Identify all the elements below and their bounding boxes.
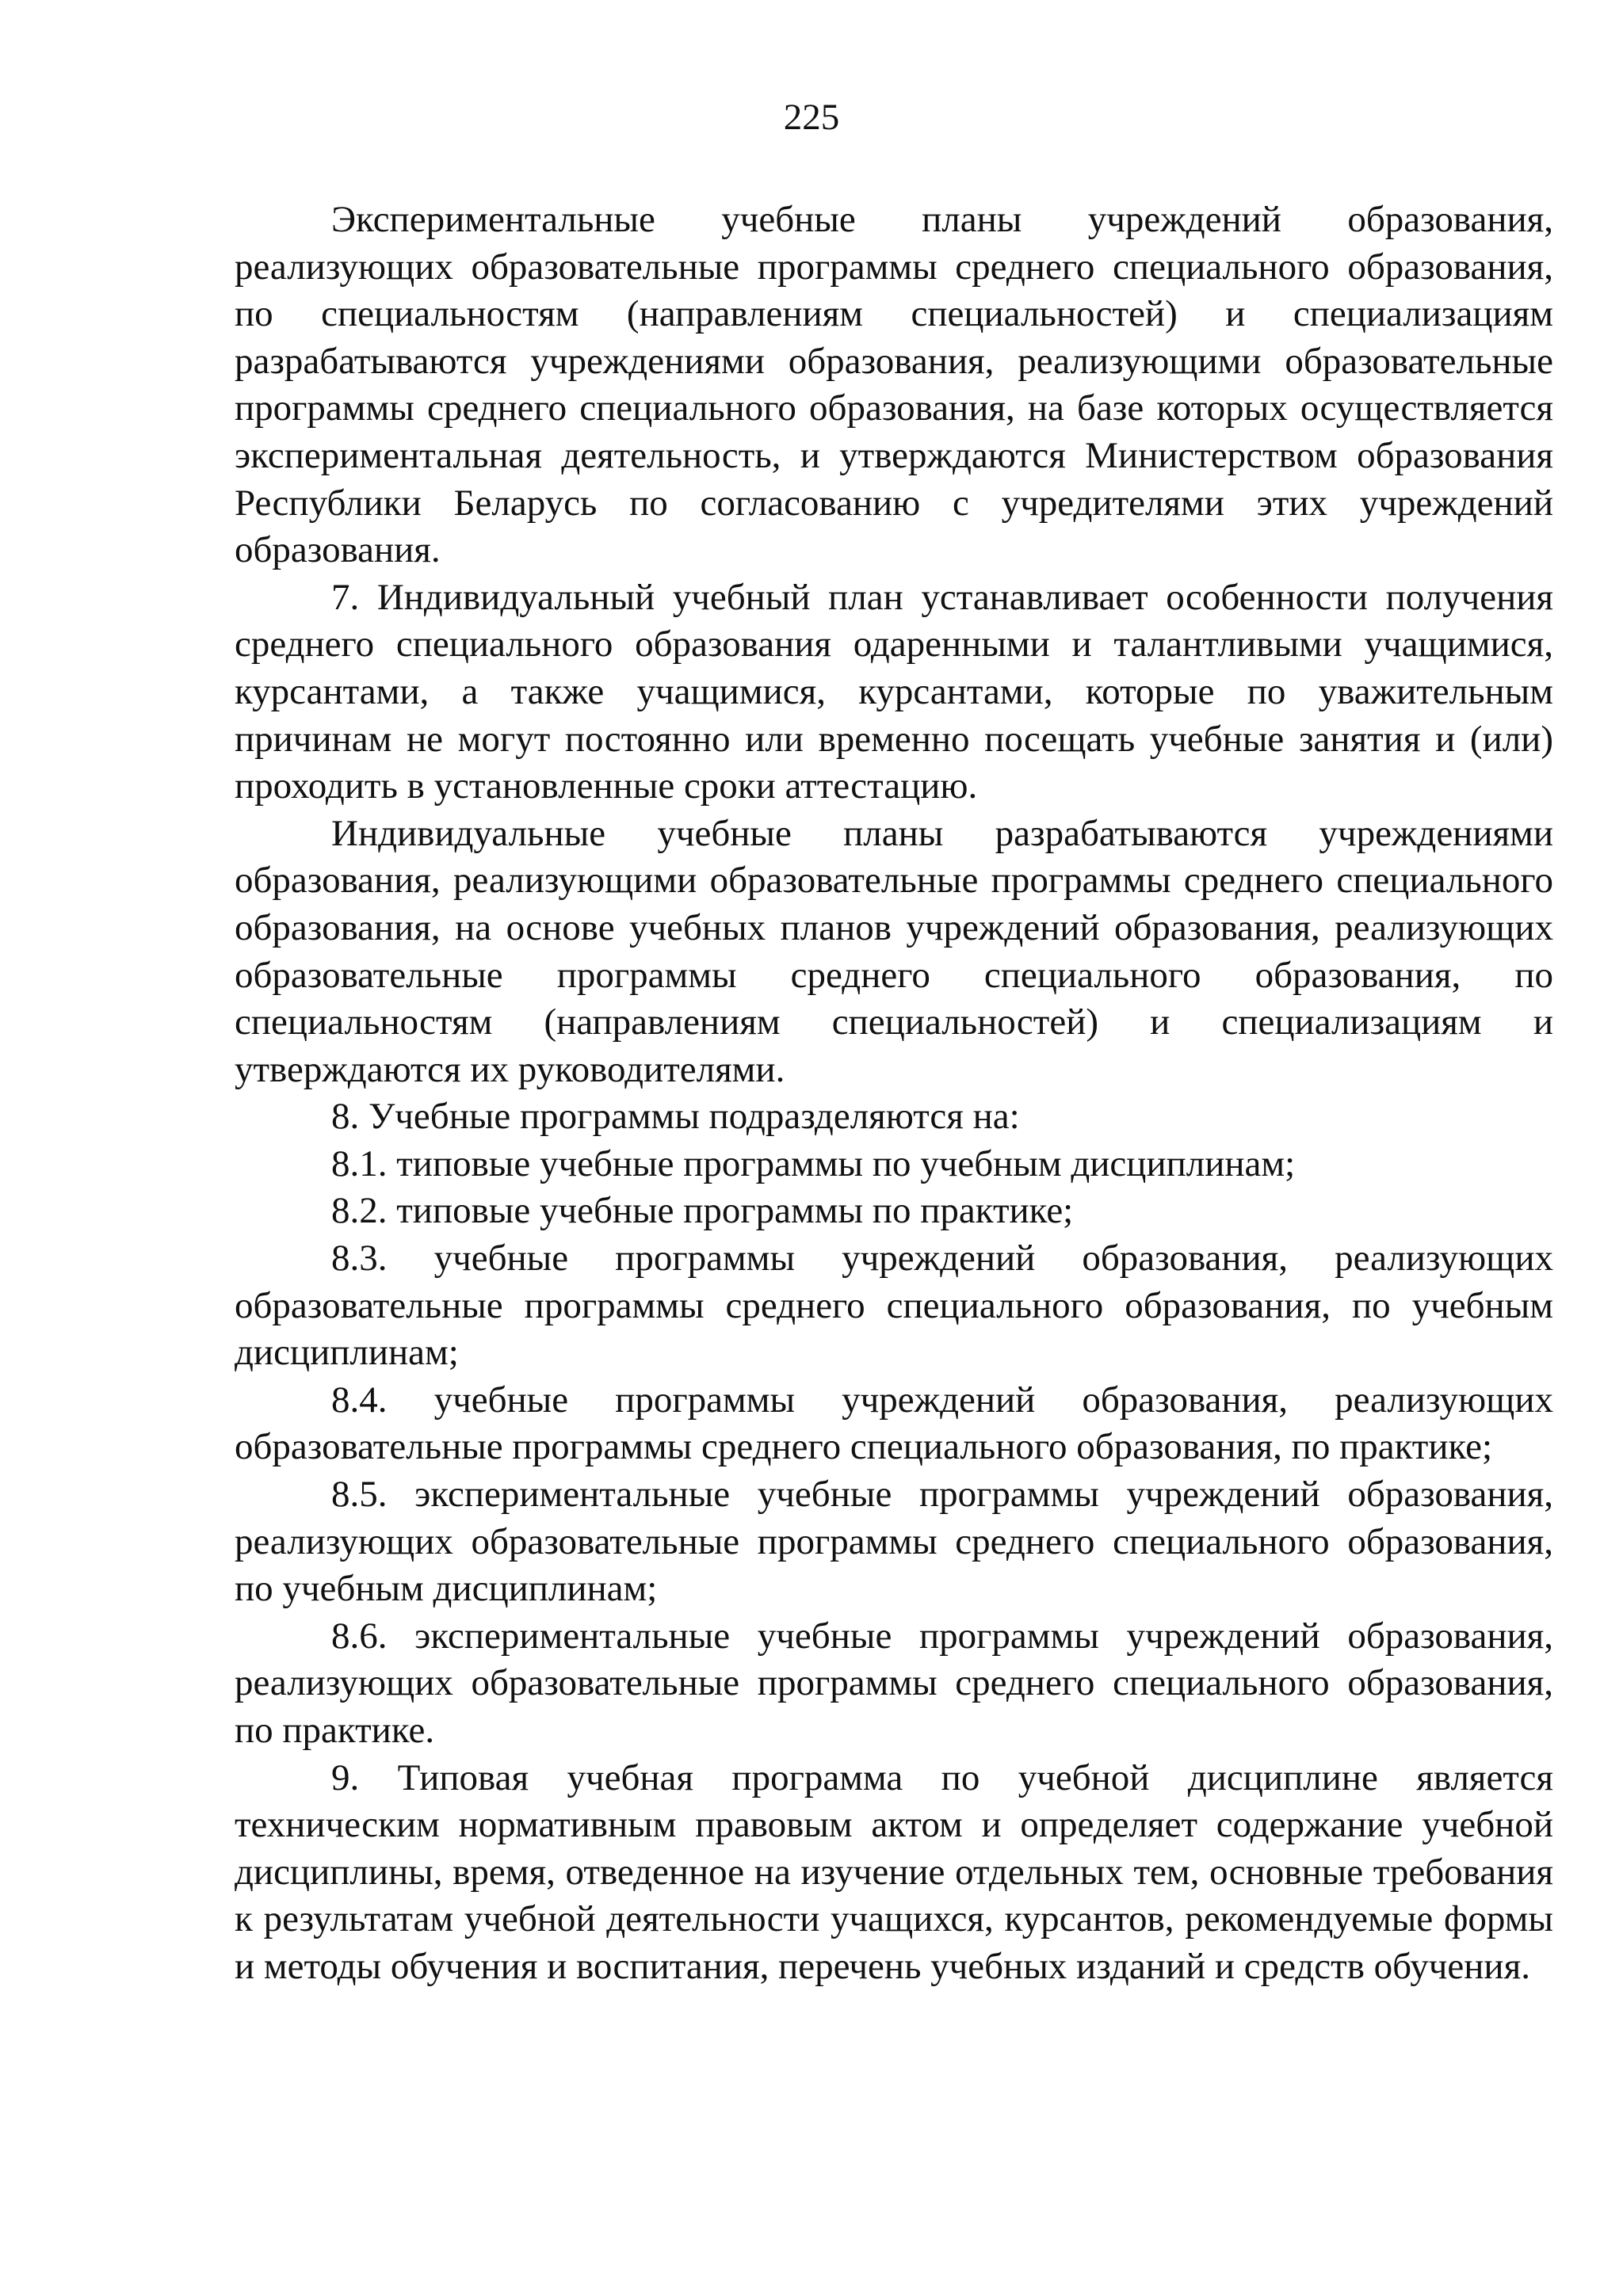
paragraph-8-4: 8.4. учебные программы учреждений образования, реализующих образовательные программы среднего специального образования, по практике; bbox=[235, 1379, 1553, 1468]
paragraph-9-standard-program: 9. Типовая учебная программа по учебной дисциплине является техническим нормативным правовым актом и определяет содержание учебной дисциплины, время, отведенное на изучение отдельных тем, основные требования к результатам учебной деятельности учащихся, курсантов, рекомендуемые формы и методы обучения и воспитания, перечень учебных изданий и средств обучения. bbox=[235, 1756, 1553, 1987]
paragraph-8-programs: 8. Учебные программы подразделяются на: bbox=[331, 1096, 1020, 1138]
document-body bbox=[235, 196, 1553, 1991]
paragraph-8-3: 8.3. учебные программы учреждений образования, реализующих образовательные программы среднего специального образования, по учебным дисциплинам; bbox=[235, 1238, 1553, 1374]
paragraph-8-1: 8.1. типовые учебные программы по учебным дисциплинам; bbox=[331, 1142, 1296, 1184]
paragraph-individual-plans-development: Индивидуальные учебные планы разрабатываются учреждениями образования, реализующими образовательные программы среднего специального образования, на основе учебных планов учреждений образования, реализующих образовательные программы среднего специального образования, по специальностям (направлениям специальностей) и специализациям и утверждаются их руководителями. bbox=[235, 812, 1553, 1090]
page-number: 225 bbox=[783, 97, 840, 138]
paragraph-8-6: 8.6. экспериментальные учебные программы учреждений образования, реализующих образовательные программы среднего специального образования, по практике. bbox=[235, 1615, 1553, 1751]
paragraph-experimental-plans: Экспериментальные учебные планы учреждений образования, реализующих образовательные программы среднего специального образования, по специальностям (направлениям специальностей) и специализациям разрабатываются учреждениями образования, реализующими образовательные программы среднего специального образования, на базе которых осуществляется экспериментальная деятельность, и утверждаются Министерством образования Республики Беларусь по согласованию с учредителями этих учреждений образования. bbox=[235, 199, 1553, 571]
paragraph-7-individual-plan: 7. Индивидуальный учебный план устанавливает особенности получения среднего специального образования одаренными и талантливыми учащимися, курсантами, а также учащимися, курсантами, которые по уважительным причинам не могут постоянно или временно посещать учебные занятия и (или) проходить в установленные сроки аттестацию. bbox=[235, 576, 1553, 807]
paragraph-8-5: 8.5. экспериментальные учебные программы учреждений образования, реализующих образовательные программы среднего специального образования, по учебным дисциплинам; bbox=[235, 1474, 1553, 1610]
paragraph-8-2: 8.2. типовые учебные программы по практике; bbox=[331, 1190, 1074, 1232]
